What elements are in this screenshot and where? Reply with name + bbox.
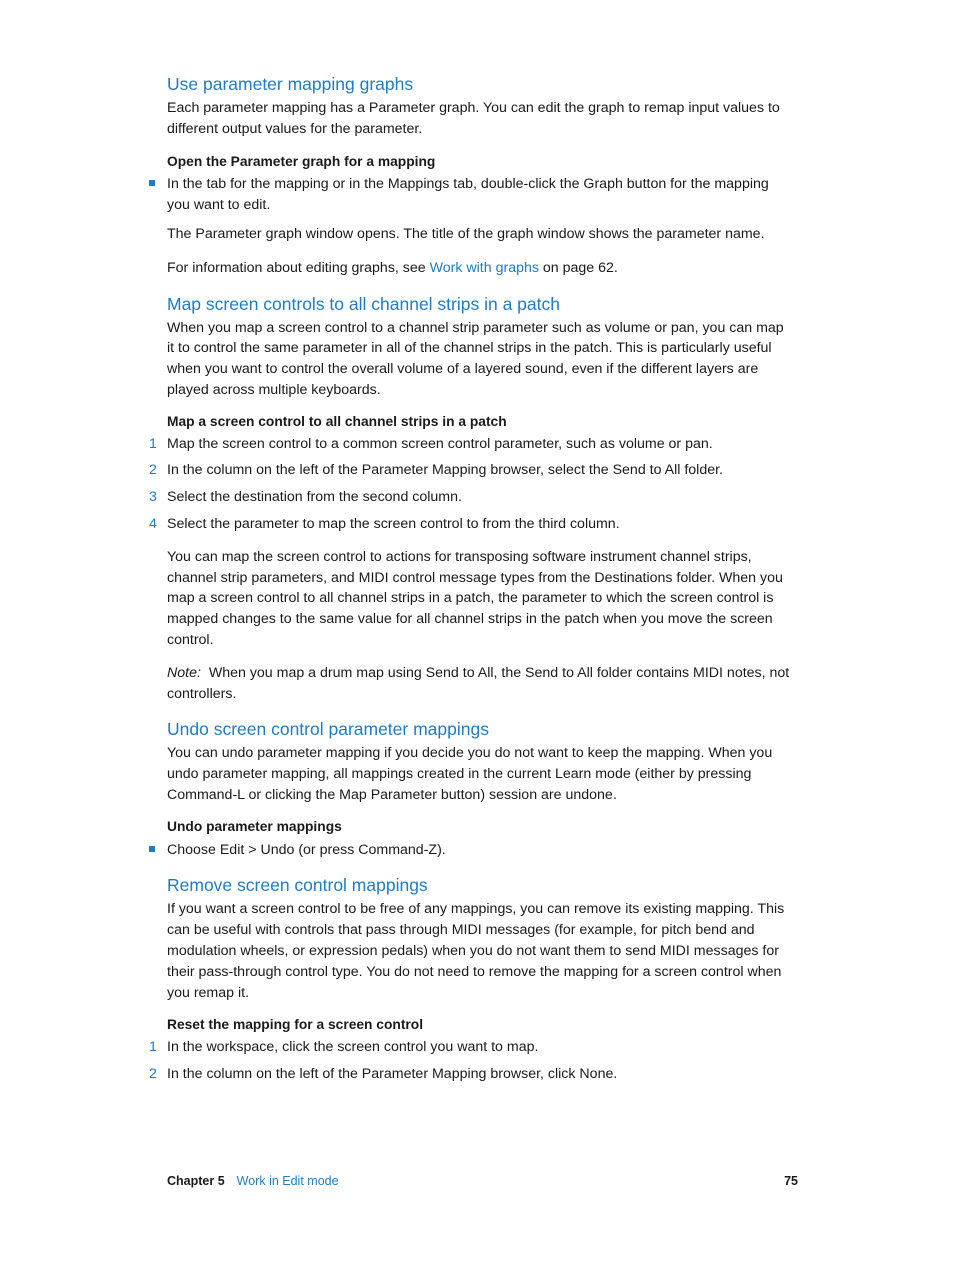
task-heading: Map a screen control to all channel strips in a patch xyxy=(167,413,507,429)
task-heading: Open the Parameter graph for a mapping xyxy=(167,153,436,169)
result-text: The Parameter graph window opens. The title of the graph window shows the parameter name. xyxy=(167,225,765,242)
step-item xyxy=(149,487,792,508)
step-text: Select the parameter to map the screen control to from the third column. xyxy=(167,515,620,532)
step-item xyxy=(149,1064,792,1085)
list-item xyxy=(167,174,792,216)
step-item xyxy=(149,434,792,455)
section-intro: When you map a screen control to a channel strip parameter such as volume or pan, you can map it to control the same parameter in all of the channel strips in the patch. This is particularly useful when you want to control the overall volume of a layered sound, even if the different layers are played across multiple keyboards. xyxy=(167,319,784,398)
page-content xyxy=(149,70,792,1085)
step-number: 2 xyxy=(149,1065,157,1082)
section-intro: Each parameter mapping has a Parameter graph. You can edit the graph to remap input values to different output values for the parameter. xyxy=(167,100,780,137)
bullet-icon xyxy=(149,846,155,852)
note-text: When you map a drum map using Send to All, the Send to All folder contains MIDI notes, not controllers. xyxy=(167,664,790,702)
section-heading: Undo screen control parameter mappings xyxy=(167,719,489,740)
step-item xyxy=(149,514,792,535)
list-item-text: Choose Edit > Undo (or press Command-Z). xyxy=(167,841,446,858)
section-intro: If you want a screen control to be free of any mappings, you can remove its existing mapping. This can be useful with controls that pass through MIDI messages (for example, for pitch bend and modulation wheels, or expression pedals) when you do not want them to send MIDI messages for their pass-through control type. You do not need to remove the mapping for a screen control when you remap it. xyxy=(167,901,785,1001)
step-number: 1 xyxy=(149,435,157,452)
step-text: Select the destination from the second column. xyxy=(167,489,462,506)
list-item-text: In the tab for the mapping or in the Mappings tab, double-click the Graph button for the mapping you want to edit. xyxy=(167,176,769,214)
page-footer xyxy=(167,1172,798,1190)
chapter-label: Chapter 5 xyxy=(167,1174,225,1188)
page-number: 75 xyxy=(784,1174,798,1188)
section-heading: Remove screen control mappings xyxy=(167,875,428,896)
info-post: on page 62. xyxy=(538,259,618,276)
step-text: In the column on the left of the Parameter Mapping browser, click None. xyxy=(167,1065,618,1082)
info-text xyxy=(167,258,792,279)
step-text: In the column on the left of the Parameter Mapping browser, select the Send to All folder. xyxy=(167,462,723,479)
step-text: In the workspace, click the screen control you want to map. xyxy=(167,1039,539,1056)
section-intro: You can undo parameter mapping if you decide you do not want to keep the mapping. When you undo parameter mapping, all mappings created in the current Learn mode (either by pressing Command-L or clicking the Map Parameter button) session are undone. xyxy=(167,745,773,803)
note-paragraph xyxy=(167,663,792,705)
work-with-graphs-link[interactable]: Work with graphs xyxy=(429,259,539,276)
section-heading: Use parameter mapping graphs xyxy=(167,74,414,94)
chapter-title-link[interactable]: Work in Edit mode xyxy=(236,1174,339,1188)
step-number: 2 xyxy=(149,462,157,479)
step-number: 3 xyxy=(149,489,157,506)
step-number: 4 xyxy=(149,515,157,532)
task-heading: Undo parameter mappings xyxy=(167,818,342,834)
task-heading: Reset the mapping for a screen control xyxy=(167,1017,424,1033)
list-item xyxy=(167,840,792,861)
note-label: Note: xyxy=(167,664,201,681)
step-number: 1 xyxy=(149,1039,157,1056)
after-steps-text: You can map the screen control to actions for transposing software instrument channel strips, channel strip parameters, and MIDI control message types from the Destinations folder. When you map a screen control to all channel strips in a patch, the parameter to which the screen control is mapped changes to the same value for all channel strips in the patch when you move the screen control. xyxy=(167,548,783,648)
bullet-icon xyxy=(149,180,155,186)
info-pre: For information about editing graphs, see xyxy=(167,259,430,276)
section-heading: Map screen controls to all channel strips in a patch xyxy=(167,293,560,314)
step-item xyxy=(149,460,792,481)
step-text: Map the screen control to a common screen control parameter, such as volume or pan. xyxy=(167,435,713,452)
step-item xyxy=(149,1037,792,1058)
